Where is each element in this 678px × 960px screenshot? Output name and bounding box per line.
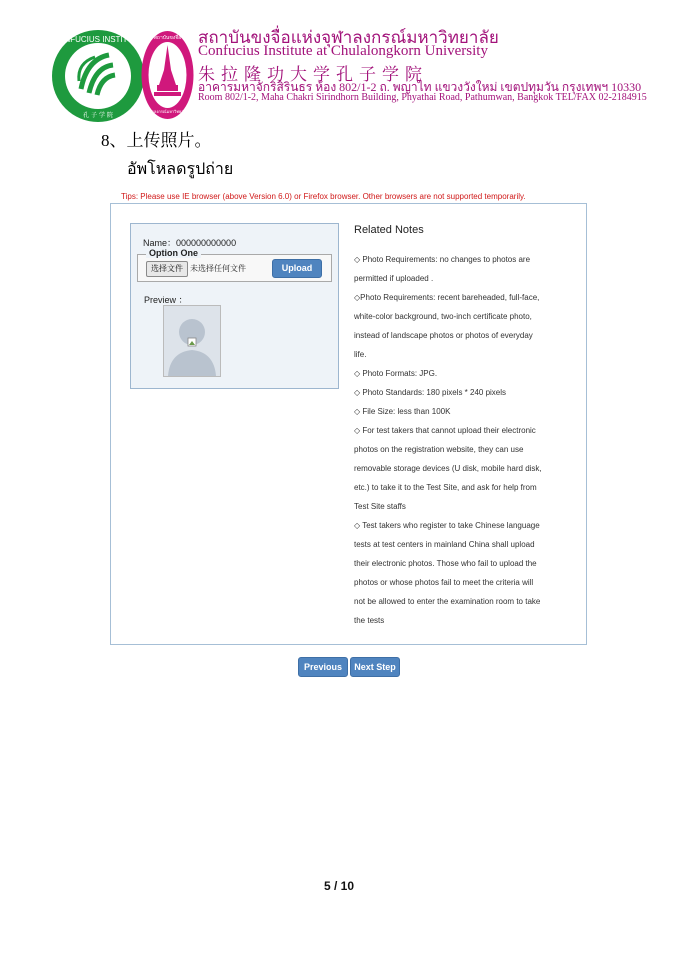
note-line: life. bbox=[354, 350, 367, 359]
person-silhouette-icon bbox=[164, 306, 220, 376]
logo2-text-top: สถาบันขงจื่อ bbox=[153, 35, 182, 41]
header-address-thai: อาคารมหาจักริสิรินธร ห้อง 802/1-2 ถ. พญาไท แขวงวังใหม่ เขตปทุมวัน กรุงเทพฯ 10330 bbox=[198, 80, 642, 94]
note-line: permitted if uploaded . bbox=[354, 274, 434, 283]
note-line: photos or whose photos fail to meet the criteria will bbox=[354, 578, 534, 587]
logo2-text-bottom: จุฬาลงกรณ์มหาวิทยาลัย bbox=[146, 109, 189, 114]
note-line: removable storage devices (U disk, mobile hard disk, bbox=[354, 464, 542, 473]
preview-label: Preview ： bbox=[144, 295, 188, 305]
confucius-institute-logo bbox=[51, 29, 145, 123]
header-english-name: Confucius Institute at Chulalongkorn University bbox=[198, 43, 488, 59]
header-address-english: Room 802/1-2, Maha Chakri Sirindhorn Building, Phyathai Road, Pathumwan, Bangkok TEL/FAX 02-2184915 bbox=[198, 92, 647, 103]
next-step-button[interactable]: Next Step bbox=[350, 657, 400, 677]
note-line: ◇ Photo Requirements: no changes to photos are bbox=[354, 255, 531, 264]
upload-button[interactable]: Upload bbox=[272, 259, 322, 278]
no-file-chosen-text: 未选择任何文件 bbox=[190, 264, 246, 273]
photo-preview bbox=[163, 305, 221, 377]
note-line: their electronic photos. Those who fail to upload the bbox=[354, 559, 537, 568]
note-line: ◇ For test takers that cannot upload their electronic bbox=[354, 426, 536, 435]
option-one-legend: Option One bbox=[146, 248, 201, 258]
chulalongkorn-logo bbox=[140, 25, 195, 120]
note-line: the tests bbox=[354, 616, 385, 625]
logo1-text: CONFUCIUS INSTITUTE bbox=[52, 35, 144, 44]
step-title: 8、上传照片。 bbox=[101, 131, 212, 150]
note-line: instead of landscape photos or photos of everyday bbox=[354, 331, 533, 340]
note-line: photos on the registration website, they can use bbox=[354, 445, 524, 454]
related-notes-title: Related Notes bbox=[354, 224, 424, 236]
candidate-name: Name：000000000000 bbox=[143, 238, 237, 248]
browser-tips: Tips: Please use IE browser (above Version 6.0) or Firefox browser. Other browsers are not supported temporarily. bbox=[121, 192, 526, 201]
note-line: ◇ File Size: less than 100K bbox=[354, 407, 451, 416]
header-chinese-name: 朱拉隆功大学孔子学院 bbox=[198, 65, 428, 84]
note-line: tests at test centers in mainland China shall upload bbox=[354, 540, 535, 549]
note-line: ◇ Photo Formats: JPG. bbox=[354, 369, 438, 378]
page-number: 5 / 10 bbox=[323, 879, 355, 893]
logo1-chinese: 孔 子 学 院 bbox=[83, 112, 113, 119]
related-notes-list bbox=[354, 250, 574, 630]
note-line: ◇Photo Requirements: recent bareheaded, full-face, bbox=[354, 293, 540, 302]
note-line: ◇ Test takers who register to take Chinese language bbox=[354, 521, 540, 530]
note-line: white-color background, two-inch certificate photo, bbox=[354, 312, 532, 321]
note-line: Test Site staffs bbox=[354, 502, 406, 511]
previous-button[interactable]: Previous bbox=[298, 657, 348, 677]
note-line: etc.) to take it to the Test Site, and ask for help from bbox=[354, 483, 537, 492]
choose-file-button[interactable]: 选择文件 bbox=[146, 261, 188, 277]
note-line: ◇ Photo Standards: 180 pixels * 240 pixels bbox=[354, 388, 507, 397]
header-thai-name: สถาบันขงจื่อแห่งจุฬาลงกรณ์มหาวิทยาลัย bbox=[198, 28, 499, 47]
step-thai-subtitle: อัพโหลดรูปถ่าย bbox=[127, 161, 234, 178]
note-line: not be allowed to enter the examination room to take bbox=[354, 597, 541, 606]
